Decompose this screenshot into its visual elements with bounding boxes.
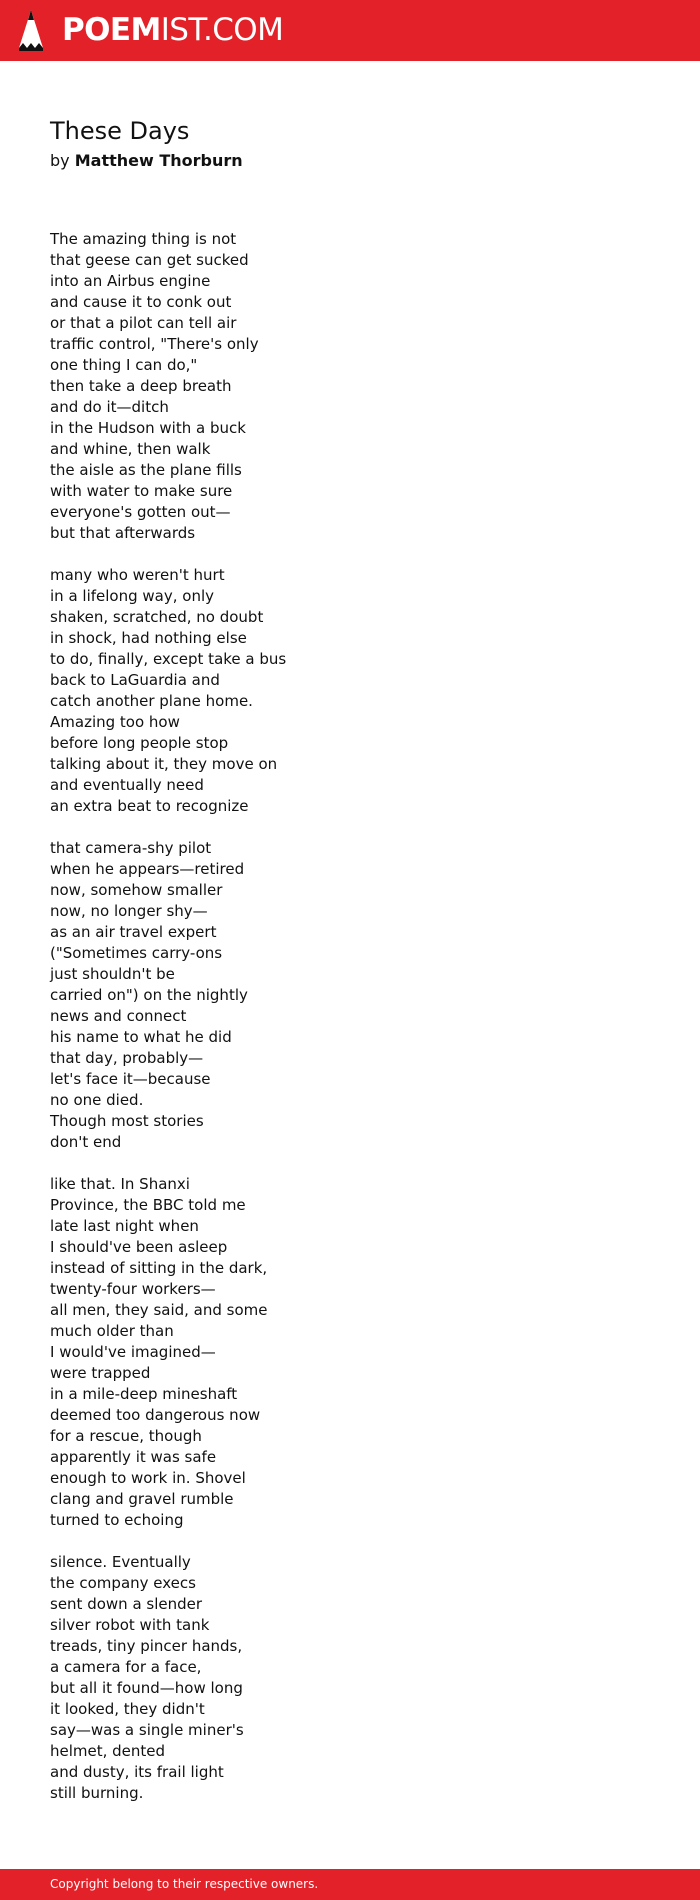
poem-line: just shouldn't be — [50, 965, 175, 983]
poem-line: don't end — [50, 1133, 122, 1151]
poem-line: no one died. — [50, 1091, 144, 1109]
poem-stanza — [50, 565, 650, 817]
pencil-icon — [18, 8, 44, 52]
poem-line: that geese can get sucked — [50, 251, 249, 269]
poem-line: turned to echoing — [50, 1511, 184, 1529]
poem-line: treads, tiny pincer hands, — [50, 1637, 243, 1655]
poem-line: helmet, dented — [50, 1742, 166, 1760]
poem-line: late last night when — [50, 1217, 199, 1235]
poem-stanza — [50, 229, 650, 544]
poem-author: Matthew Thorburn — [74, 151, 243, 170]
site-logo-link[interactable] — [18, 8, 283, 52]
poem-line: then take a deep breath — [50, 377, 232, 395]
poem-line: when he appears—retired — [50, 860, 245, 878]
poem-line: many who weren't hurt — [50, 566, 225, 584]
poem-line: traffic control, "There's only — [50, 335, 259, 353]
logo-bold-text: POEM — [62, 12, 161, 48]
poem-line: or that a pilot can tell air — [50, 314, 237, 332]
poem-line: in a lifelong way, only — [50, 587, 214, 605]
poem-line: like that. In Shanxi — [50, 1175, 190, 1193]
poem-line: say—was a single miner's — [50, 1721, 244, 1739]
poem-line: the aisle as the plane fills — [50, 461, 242, 479]
poem-line: it looked, they didn't — [50, 1700, 205, 1718]
poem-line: but all it found—how long — [50, 1679, 243, 1697]
poem-line: clang and gravel rumble — [50, 1490, 234, 1508]
poem-line: I should've been asleep — [50, 1238, 228, 1256]
poem-line: but that afterwards — [50, 524, 196, 542]
poem-line: catch another plane home. — [50, 692, 253, 710]
copyright-notice: Copyright belong to their respective owners. — [50, 1877, 319, 1891]
poem-body — [50, 229, 650, 1804]
poem-stanza — [50, 1552, 650, 1804]
poem-line: and whine, then walk — [50, 440, 211, 458]
poem-stanza — [50, 1174, 650, 1531]
site-header — [0, 0, 700, 61]
poem-line: I would've imagined— — [50, 1343, 216, 1361]
poem-line: talking about it, they move on — [50, 755, 278, 773]
poem-line: and cause it to conk out — [50, 293, 232, 311]
poem-line: news and connect — [50, 1007, 187, 1025]
site-logo-text — [62, 8, 283, 52]
poem-line: the company execs — [50, 1574, 196, 1592]
poem-line: in the Hudson with a buck — [50, 419, 246, 437]
poem-line: sent down a slender — [50, 1595, 203, 1613]
poem-line: twenty-four workers— — [50, 1280, 216, 1298]
poem-line: with water to make sure — [50, 482, 233, 500]
poem-line: as an air travel expert — [50, 923, 217, 941]
poem-content — [50, 113, 650, 1825]
poem-line: were trapped — [50, 1364, 151, 1382]
site-footer — [0, 1869, 700, 1900]
poem-line: carried on") on the nightly — [50, 986, 248, 1004]
poem-line: and dusty, its frail light — [50, 1763, 224, 1781]
poem-line: much older than — [50, 1322, 174, 1340]
poem-line: ("Sometimes carry-ons — [50, 944, 223, 962]
poem-line: all men, they said, and some — [50, 1301, 268, 1319]
poem-line: deemed too dangerous now — [50, 1406, 261, 1424]
poem-line: that camera-shy pilot — [50, 839, 212, 857]
poem-line: in shock, had nothing else — [50, 629, 247, 647]
poem-line: Though most stories — [50, 1112, 204, 1130]
poem-line: silence. Eventually — [50, 1553, 191, 1571]
poem-line: to do, finally, except take a bus — [50, 650, 287, 668]
poem-line: still burning. — [50, 1784, 144, 1802]
byline-prefix: by — [50, 151, 70, 170]
poem-line: now, no longer shy— — [50, 902, 208, 920]
poem-line: apparently it was safe — [50, 1448, 217, 1466]
poem-line: Amazing too how — [50, 713, 180, 731]
poem-line: The amazing thing is not — [50, 230, 237, 248]
poem-line: in a mile-deep mineshaft — [50, 1385, 238, 1403]
poem-byline — [50, 149, 650, 173]
poem-line: shaken, scratched, no doubt — [50, 608, 264, 626]
poem-line: into an Airbus engine — [50, 272, 211, 290]
poem-line: enough to work in. Shovel — [50, 1469, 246, 1487]
poem-line: now, somehow smaller — [50, 881, 223, 899]
poem-line: before long people stop — [50, 734, 229, 752]
poem-line: an extra beat to recognize — [50, 797, 249, 815]
poem-line: and eventually need — [50, 776, 204, 794]
poem-line: that day, probably— — [50, 1049, 204, 1067]
poem-line: everyone's gotten out— — [50, 503, 231, 521]
poem-line: a camera for a face, — [50, 1658, 202, 1676]
poem-line: silver robot with tank — [50, 1616, 210, 1634]
poem-line: his name to what he did — [50, 1028, 232, 1046]
poem-line: back to LaGuardia and — [50, 671, 220, 689]
poem-stanza — [50, 838, 650, 1153]
poem-title: These Days — [50, 117, 190, 145]
poem-line: Province, the BBC told me — [50, 1196, 246, 1214]
poem-line: let's face it—because — [50, 1070, 211, 1088]
poem-line: one thing I can do," — [50, 356, 198, 374]
logo-light-text: IST.COM — [160, 12, 284, 48]
poem-line: and do it—ditch — [50, 398, 169, 416]
poem-line: for a rescue, though — [50, 1427, 202, 1445]
poem-line: instead of sitting in the dark, — [50, 1259, 268, 1277]
